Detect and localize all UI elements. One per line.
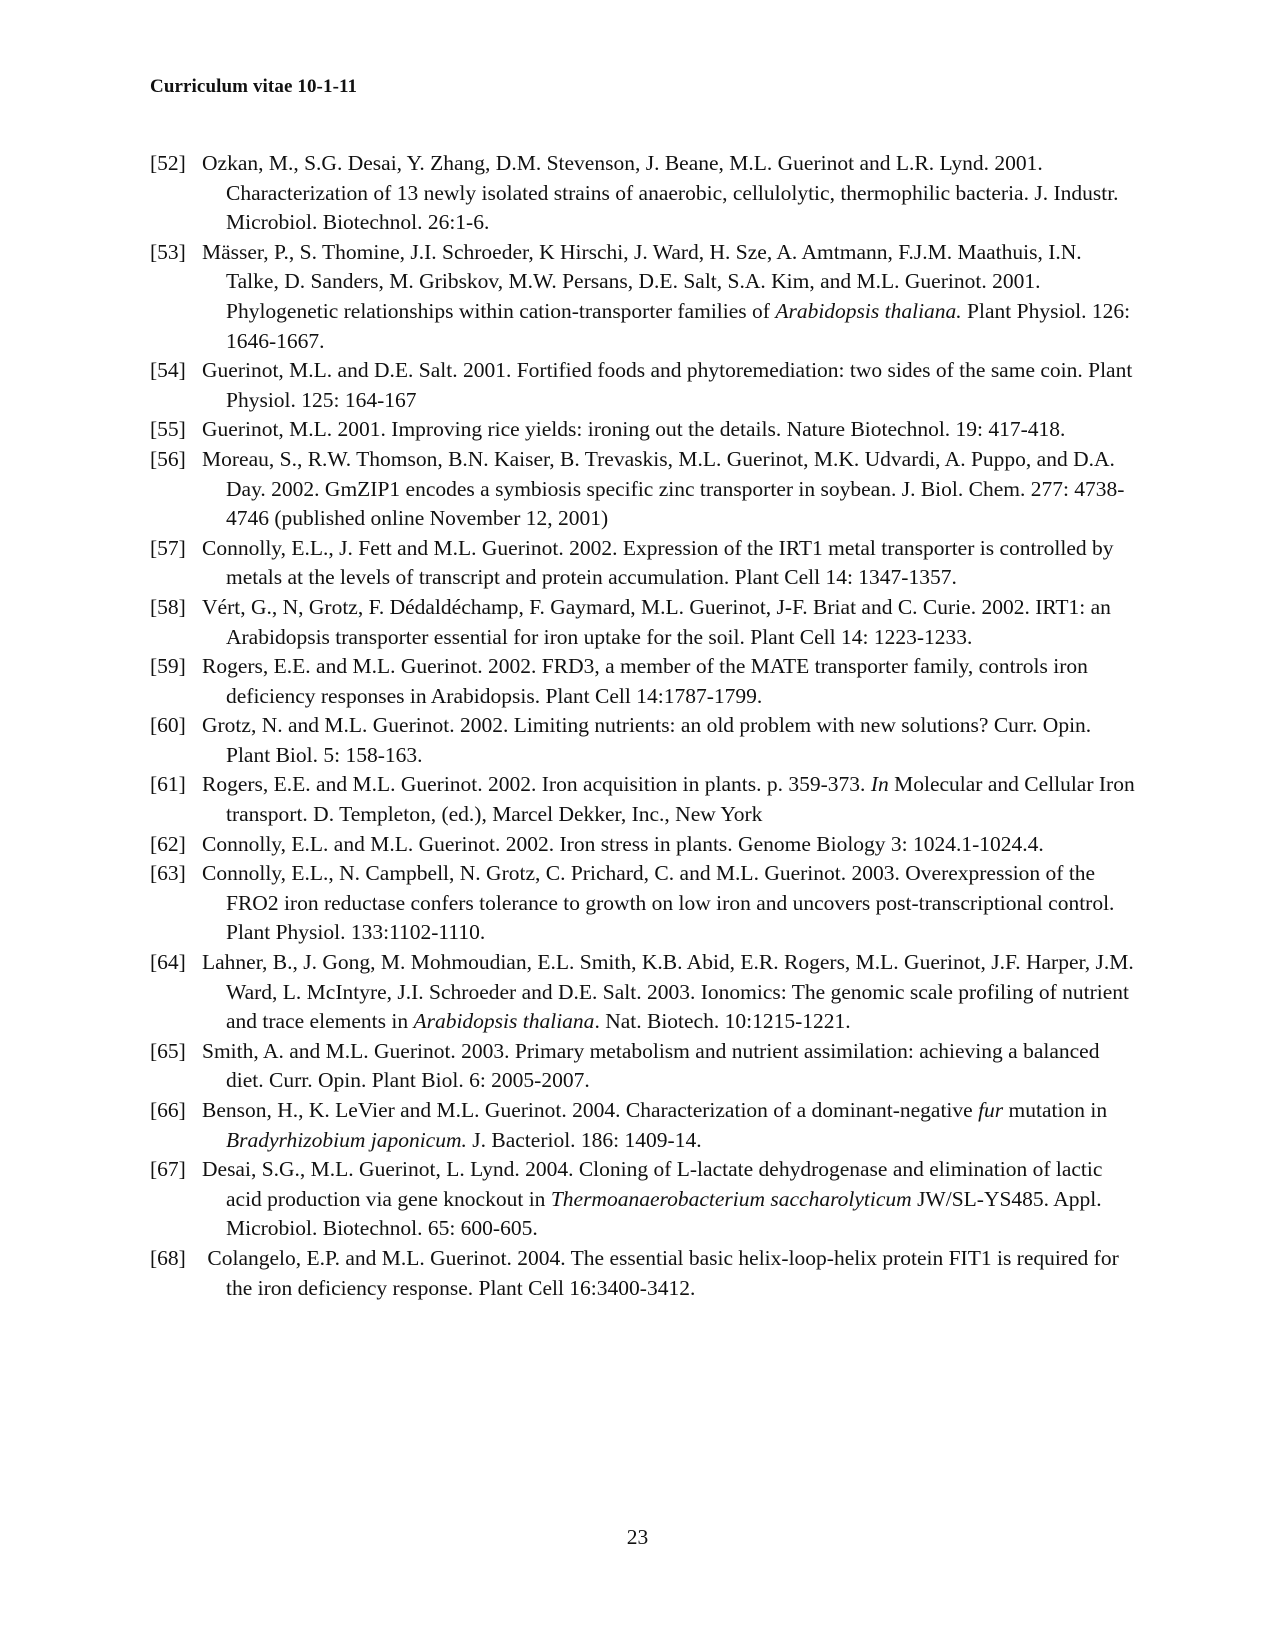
- reference-entry: [150, 770, 1135, 829]
- reference-number: [55]: [150, 417, 186, 442]
- reference-text: Desai, S.G., M.L. Guerinot, L. Lynd. 2004. Cloning of L-lactate dehydrogenase and elimination of lactic acid production via gene knockout in: [202, 1157, 1103, 1211]
- reference-text: Plant Physiol. 126: 1646-1667.: [226, 298, 1131, 353]
- reference-italic-text: In: [870, 772, 889, 797]
- reference-number: [59]: [150, 654, 186, 679]
- reference-text: Guerinot, M.L. 2001. Improving rice yields: ironing out the details. Nature Biotechnol. 19: 417-418.: [202, 417, 1066, 442]
- reference-entry: [150, 415, 1135, 445]
- reference-text: Colangelo, E.P. and M.L. Guerinot. 2004. The essential basic helix-loop-helix protein FIT1 is required for the iron deficiency response. Plant Cell 16:3400-3412.: [202, 1245, 1119, 1300]
- reference-text: Molecular and Cellular Iron transport. D. Templeton, (ed.), Marcel Dekker, Inc., New York: [226, 772, 1135, 827]
- reference-text: Connolly, E.L. and M.L. Guerinot. 2002. Iron stress in plants. Genome Biology 3: 1024.1-1024.4.: [202, 831, 1044, 856]
- reference-number: [63]: [150, 861, 186, 886]
- reference-italic-text: Arabidopsis thaliana: [413, 1009, 595, 1034]
- reference-text: Smith, A. and M.L. Guerinot. 2003. Primary metabolism and nutrient assimilation: achieving a balanced diet. Curr. Opin. Plant Biol. 6: 2005-2007.: [202, 1038, 1100, 1093]
- reference-text: . Nat. Biotech. 10:1215-1221.: [594, 1009, 851, 1034]
- reference-text: JW/SL-YS485. Appl. Microbiol. Biotechnol. 65: 600-605.: [226, 1186, 1102, 1241]
- reference-number: [67]: [150, 1157, 186, 1182]
- reference-text: Ozkan, M., S.G. Desai, Y. Zhang, D.M. Stevenson, J. Beane, M.L. Guerinot and L.R. Lynd. 2001. Characterization of 13 newly isolated strains of anaerobic, cellulolytic, thermophilic bacteria. J. Industr. Microbiol. Biotechnol. 26:1-6.: [202, 151, 1119, 235]
- reference-text: Rogers, E.E. and M.L. Guerinot. 2002. Iron acquisition in plants. p. 359-373.: [202, 772, 871, 797]
- reference-entry: [150, 830, 1135, 860]
- reference-entry: [150, 1155, 1135, 1244]
- reference-italic-text: Arabidopsis thaliana.: [775, 298, 962, 323]
- reference-entry: [150, 948, 1135, 1037]
- reference-entry: [150, 1037, 1135, 1096]
- reference-entry: [150, 1244, 1135, 1303]
- reference-text: Grotz, N. and M.L. Guerinot. 2002. Limiting nutrients: an old problem with new solutions? Curr. Opin. Plant Biol. 5: 158-163.: [202, 713, 1092, 767]
- reference-entry: [150, 534, 1135, 593]
- reference-entry: [150, 859, 1135, 948]
- reference-number: [57]: [150, 535, 186, 560]
- reference-text: Connolly, E.L., N. Campbell, N. Grotz, C. Prichard, C. and M.L. Guerinot. 2003. Overexpression of the FRO2 iron reductase confers tolerance to growth on low iron and uncovers post-transcriptional control. Plant Physiol. 133:1102-1110.: [202, 861, 1115, 945]
- reference-number: [54]: [150, 358, 186, 383]
- reference-number: [53]: [150, 239, 186, 264]
- reference-entry: [150, 445, 1135, 534]
- reference-list: [150, 149, 1135, 1303]
- reference-entry: [150, 149, 1135, 238]
- reference-entry: [150, 652, 1135, 711]
- reference-text: Connolly, E.L., J. Fett and M.L. Guerinot. 2002. Expression of the IRT1 metal transporter is controlled by metals at the levels of transcript and protein accumulation. Plant Cell 14: 1347-1357.: [202, 535, 1114, 590]
- reference-number: [60]: [150, 713, 186, 738]
- reference-italic-text: Thermoanaerobacterium saccharolyticum: [550, 1186, 912, 1211]
- reference-number: [62]: [150, 831, 186, 856]
- reference-text: Guerinot, M.L. and D.E. Salt. 2001. Fortified foods and phytoremediation: two sides of the same coin. Plant Physiol. 125: 164-167: [202, 358, 1133, 412]
- reference-text: mutation in: [1003, 1098, 1108, 1122]
- reference-number: [64]: [150, 950, 186, 975]
- reference-number: [52]: [150, 151, 186, 175]
- reference-text: Vért, G., N, Grotz, F. Dédaldéchamp, F. Gaymard, M.L. Guerinot, J-F. Briat and C. Curie. 2002. IRT1: an Arabidopsis transporter essential for iron uptake for the soil. Plant Cell 14: 1223-1233.: [202, 594, 1111, 649]
- page-header-title: Curriculum vitae 10-1-11: [150, 76, 358, 97]
- page-number: 23: [626, 1525, 649, 1549]
- reference-number: [68]: [150, 1245, 186, 1270]
- reference-italic-text: Bradyrhizobium japonicum.: [226, 1127, 467, 1152]
- reference-number: [56]: [150, 446, 186, 471]
- reference-entry: [150, 593, 1135, 652]
- reference-text: Benson, H., K. LeVier and M.L. Guerinot. 2004. Characterization of a dominant-negative: [202, 1098, 979, 1122]
- reference-number: [58]: [150, 594, 186, 619]
- reference-text: Lahner, B., J. Gong, M. Mohmoudian, E.L. Smith, K.B. Abid, E.R. Rogers, M.L. Guerinot, J.F. Harper, J.M. Ward, L. McIntyre, J.I. Schroeder and D.E. Salt. 2003. Ionomics: The genomic scale profiling of nutrient and trace elements in: [202, 950, 1134, 1034]
- reference-entry: [150, 1096, 1135, 1155]
- reference-number: [61]: [150, 772, 186, 797]
- reference-text: J. Bacteriol. 186: 1409-14.: [466, 1127, 702, 1152]
- reference-text: Mässer, P., S. Thomine, J.I. Schroeder, K Hirschi, J. Ward, H. Sze, A. Amtmann, F.J.M. Maathuis, I.N. Talke, D. Sanders, M. Gribskov, M.W. Persans, D.E. Salt, S.A. Kim, and M.L. Guerinot. 2001. Phylogenetic relationships within cation-transporter families of: [202, 239, 1082, 323]
- reference-text: Moreau, S., R.W. Thomson, B.N. Kaiser, B. Trevaskis, M.L. Guerinot, M.K. Udvardi, A. Puppo, and D.A. Day. 2002. GmZIP1 encodes a symbiosis specific zinc transporter in soybean. J. Biol. Chem. 277: 4738-4746 (published online November 12, 2001): [202, 446, 1125, 531]
- reference-text: Rogers, E.E. and M.L. Guerinot. 2002. FRD3, a member of the MATE transporter family, controls iron deficiency responses in Arabidopsis. Plant Cell 14:1787-1799.: [202, 654, 1088, 708]
- reference-entry: [150, 711, 1135, 770]
- reference-number: [66]: [150, 1098, 186, 1122]
- reference-entry: [150, 238, 1135, 356]
- reference-entry: [150, 356, 1135, 415]
- reference-italic-text: fur: [978, 1098, 1004, 1122]
- reference-number: [65]: [150, 1038, 186, 1063]
